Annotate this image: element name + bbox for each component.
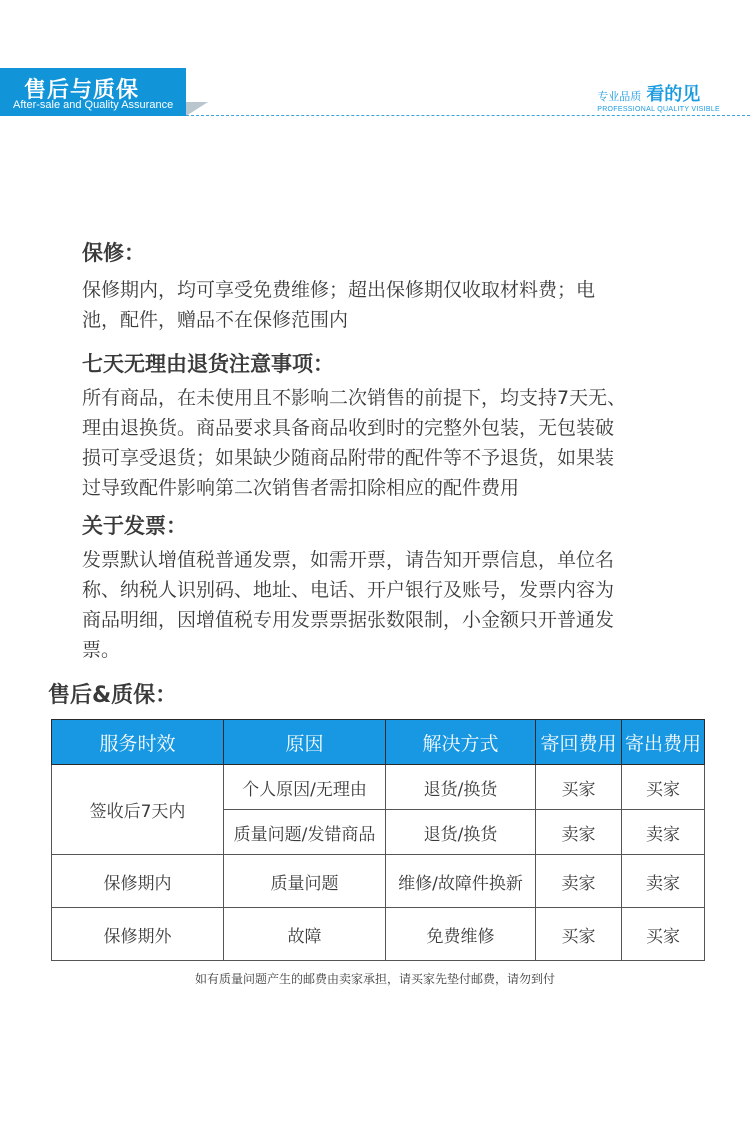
send-fee-cell: 卖家 — [622, 855, 705, 908]
invoice-line: 发票默认增值税普通发票，如需开票，请告知开票信息，单位名 — [82, 549, 615, 571]
warranty-section — [82, 238, 682, 335]
invoice-line: 商品明细，因增值税专用发票票据张数限制，小金额只开普通发 — [82, 609, 615, 631]
column-header: 解决方式 — [386, 720, 536, 765]
invoice-section — [82, 511, 682, 665]
header-subtitle: After-sale and Quality Assurance — [13, 99, 174, 111]
service-heading: 售后&质保： — [48, 683, 178, 708]
brand-slogan-en: PROFESSIONAL QUALITY VISIBLE — [597, 106, 720, 113]
invoice-heading: 关于发票： — [82, 514, 187, 538]
header-title: 售后与质保 — [24, 78, 140, 103]
column-header: 寄出费用 — [622, 720, 705, 765]
reason-cell: 个人原因/无理由 — [224, 765, 386, 810]
period-cell: 保修期内 — [52, 855, 224, 908]
returns-section — [82, 349, 682, 503]
returns-line: 损可享受退货；如果缺少随商品附带的配件等不予退货，如果装 — [82, 447, 615, 469]
solution-cell: 退货/换货 — [386, 810, 536, 855]
column-header: 寄回费用 — [536, 720, 622, 765]
return-fee-cell: 卖家 — [536, 855, 622, 908]
invoice-line: 票。 — [82, 639, 121, 661]
solution-cell: 维修/故障件换新 — [386, 855, 536, 908]
send-fee-cell: 卖家 — [622, 810, 705, 855]
return-fee-cell: 买家 — [536, 908, 622, 961]
send-fee-cell: 买家 — [622, 908, 705, 961]
column-header: 服务时效 — [52, 720, 224, 765]
returns-line: 过导致配件影响第二次销售者需扣除相应的配件费用 — [82, 477, 520, 499]
returns-heading: 七天无理由退货注意事项： — [82, 352, 334, 376]
return-fee-cell: 卖家 — [536, 810, 622, 855]
solution-cell: 免费维修 — [386, 908, 536, 961]
return-fee-cell: 买家 — [536, 765, 622, 810]
header-dashed-divider — [186, 115, 750, 116]
returns-line: 所有商品，在未使用且不影响二次销售的前提下，均支持7天无、 — [82, 387, 627, 409]
reason-cell: 质量问题/发错商品 — [224, 810, 386, 855]
service-table — [51, 719, 705, 961]
table-row — [52, 908, 705, 961]
period-cell: 签收后7天内 — [52, 765, 224, 855]
warranty-line: 池，配件，赠品不在保修范围内 — [82, 309, 349, 331]
brand-slogan-big: 看的见 — [646, 84, 701, 105]
brand-slogan — [597, 80, 720, 113]
send-fee-cell: 买家 — [622, 765, 705, 810]
solution-cell: 退货/换货 — [386, 765, 536, 810]
returns-line: 理由退换货。商品要求具备商品收到时的完整外包装，无包装破 — [82, 417, 615, 439]
table-row — [52, 855, 705, 908]
section-header-badge — [0, 68, 186, 116]
invoice-line: 称、纳税人识别码、地址、电话、开户银行及账号，发票内容为 — [82, 579, 615, 601]
shipping-fee-note: 如有质量问题产生的邮费由卖家承担，请买家先垫付邮费，请勿到付 — [194, 972, 555, 986]
table-header-row — [52, 720, 705, 765]
warranty-heading: 保修： — [82, 241, 145, 265]
warranty-line: 保修期内，均可享受免费维修；超出保修期仅收取材料费；电 — [82, 279, 596, 301]
period-cell: 保修期外 — [52, 908, 224, 961]
column-header: 原因 — [224, 720, 386, 765]
table-row — [52, 765, 705, 810]
reason-cell: 质量问题 — [224, 855, 386, 908]
brand-slogan-small: 专业品质 — [597, 90, 642, 103]
header-tail-decoration — [186, 102, 208, 116]
reason-cell: 故障 — [224, 908, 386, 961]
